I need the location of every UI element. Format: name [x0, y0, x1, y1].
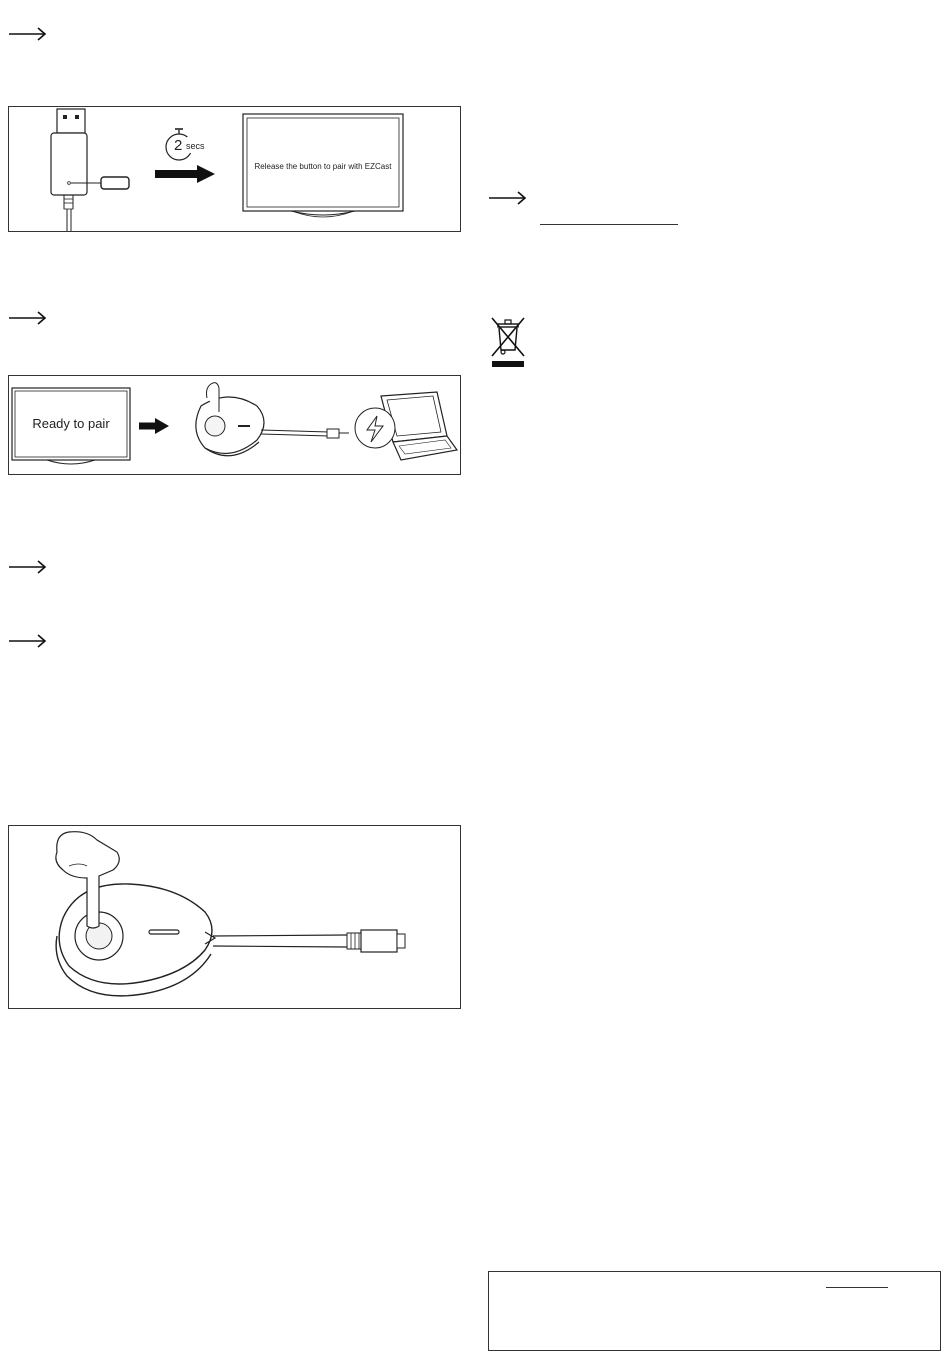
right-arrow-icon [8, 26, 48, 42]
figure-press-button [8, 825, 461, 1009]
figure-ready-to-pair [8, 375, 461, 475]
weee-crossed-bin-icon [490, 316, 526, 368]
screen-message: Release the button to pair with EZCast [254, 162, 392, 171]
lightning-icon [355, 408, 395, 448]
link-underline [826, 1287, 888, 1288]
imprint-box [488, 1271, 941, 1351]
right-arrow-icon [8, 633, 48, 649]
timer-value: 2 [174, 137, 183, 154]
figure-pairing-usb [8, 106, 461, 232]
timer-unit: secs [186, 141, 205, 151]
link-underline [540, 224, 678, 225]
right-arrow-icon [488, 190, 528, 206]
right-arrow-icon [8, 310, 48, 326]
screen-message: Ready to pair [32, 416, 110, 431]
right-arrow-icon [8, 559, 48, 575]
puck-illustration [9, 826, 460, 1008]
